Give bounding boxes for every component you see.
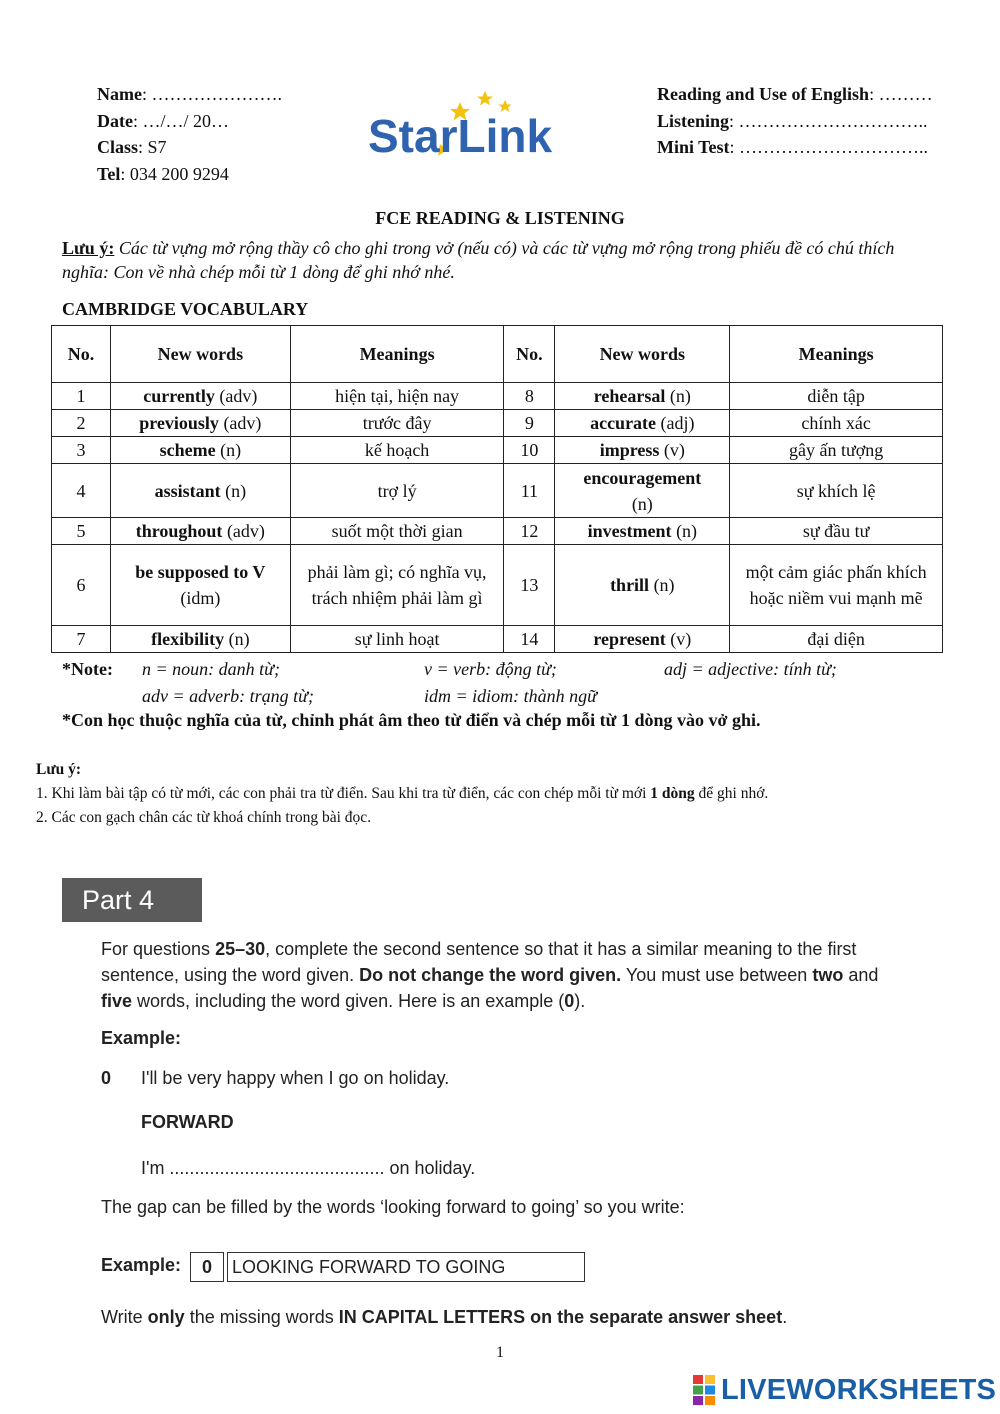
write-instruction: Write only the missing words IN CAPITAL LETTERS on the separate answer sheet. (101, 1307, 788, 1327)
part4-instructions: For questions 25–30, complete the second sentence so that it has a similar meaning to the first sentence, using the word given. Do not change the word given. You must use between two and five words, including the word given. Here is an example (0). (101, 939, 879, 1011)
date-blank[interactable]: : …/…/ 20… (132, 110, 229, 131)
page-title: FCE READING & LISTENING (375, 208, 625, 228)
keyword: FORWARD (141, 1112, 234, 1132)
table-header-row (52, 326, 943, 383)
minitest-score-line: Mini Test: ………………………….. (657, 137, 929, 157)
gap-sentence: I'm ........................................... on holiday. (141, 1158, 476, 1178)
page-number: 1 (496, 1344, 504, 1361)
gap-explanation: The gap can be filled by the words ‘looking forward to going’ so you write: (101, 1197, 685, 1217)
example-answer-label: Example: (101, 1255, 182, 1275)
table-row: 6 be supposed to V (idm) phải làm gì; có nghĩa vụ, trách nhiệm phải làm gì 13 thrill (n) một cảm giác phấn khích hoặc niềm vui mạnh mẽ (52, 545, 943, 626)
learn-note: *Con học thuộc nghĩa của từ, chỉnh phát âm theo từ điển và chép mỗi từ 1 dòng vào vở ghi. (62, 710, 761, 730)
example-answer-number-box: 0 (190, 1252, 224, 1282)
col-header: New words (555, 326, 730, 383)
tel-line: Tel: 034 200 9294 (97, 163, 229, 184)
abbreviation-notes: *Note: n = noun: danh từ; v = verb: động từ; adj = adjective: tính từ; adv = adverb: trạng từ; idm = idiom: thành ngữ (62, 659, 837, 706)
question-sentence: I'll be very happy when I go on holiday. (141, 1068, 450, 1088)
score-info (657, 81, 933, 161)
class-line: Class: S7 (97, 137, 167, 157)
part4-heading: Part 4 (62, 878, 202, 922)
minitest-score-blank[interactable]: : ………………………….. (729, 137, 929, 157)
starlink-logo (368, 88, 598, 160)
example-label: Example: (101, 1028, 182, 1048)
col-header: No. (52, 326, 111, 383)
liveworksheets-watermark (693, 1372, 996, 1408)
example-answer-box: LOOKING FORWARD TO GOING (227, 1252, 585, 1282)
table-row: 7 flexibility (n) sự linh hoạt 14 represent (v) đại diện (52, 626, 943, 653)
reading-score-blank[interactable]: : ……… (869, 84, 933, 104)
reading-score-line: Reading and Use of English: ……… (657, 84, 933, 104)
intro-note: Lưu ý: Các từ vựng mở rộng thầy cô cho ghi trong vở (nếu có) và các từ vựng mở rộng trong phiếu đề có chú thích nghĩa: Con về nhà chép mỗi từ 1 dòng để ghi nhớ nhé. (62, 238, 895, 282)
vocab-table (51, 325, 943, 653)
liveworksheets-icon (693, 1375, 715, 1405)
listening-score-line: Listening: ………………………….. (657, 110, 928, 131)
liveworksheets-text: LIVEWORKSHEETS (721, 1373, 997, 1406)
col-header: New words (110, 326, 290, 383)
col-header: Meanings (730, 326, 943, 383)
logo-text: StarLink (368, 110, 553, 160)
vocab-title: CAMBRIDGE VOCABULARY (62, 299, 309, 319)
table-row: 1 currently (adv) hiện tại, hiện nay 8 rehearsal (n) diễn tập (52, 383, 943, 410)
table-row: 2 previously (adv) trước đây 9 accurate (adj) chính xác (52, 410, 943, 437)
table-row: 5 throughout (adv) suốt một thời gian 12 investment (n) sự đầu tư (52, 518, 943, 545)
name-line: Name: …………………. (97, 84, 282, 104)
name-blank[interactable]: : …………………. (141, 84, 282, 104)
date-line: Date: …/…/ 20… (97, 110, 229, 131)
table-row: 3 scheme (n) kế hoạch 10 impress (v) gây ấn tượng (52, 437, 943, 464)
student-info (97, 81, 282, 187)
instructions-note: Lưu ý: 1. Khi làm bài tập có từ mới, các con phải tra từ điển. Sau khi tra từ điển, các con chép mỗi từ mới 1 dòng để ghi nhớ. 2. Các con gạch chân các từ khoá chính trong bài đọc. (36, 761, 769, 826)
col-header: No. (504, 326, 555, 383)
table-row: 4 assistant (n) trợ lý 11 encouragement (n) sự khích lệ (52, 464, 943, 518)
col-header: Meanings (290, 326, 504, 383)
listening-score-blank[interactable]: : ………………………….. (729, 110, 928, 131)
question-number: 0 (101, 1068, 112, 1088)
